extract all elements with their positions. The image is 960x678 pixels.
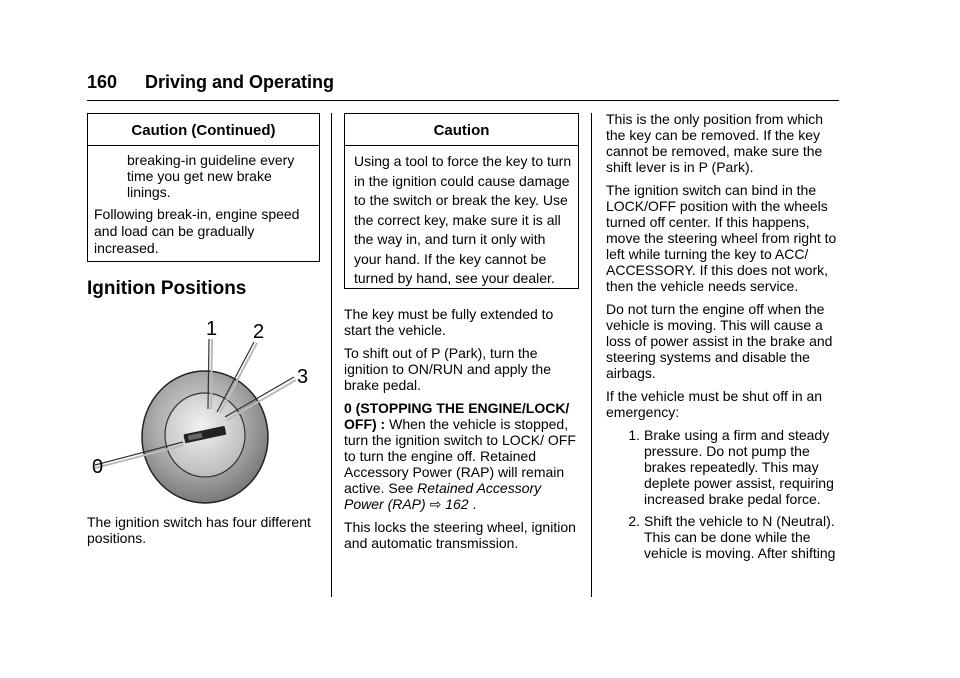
figure-caption: The ignition switch has four different positions. bbox=[87, 514, 311, 546]
paragraph: To shift out of P (Park), turn the ignition to ON/RUN and apply the brake pedal. bbox=[344, 345, 551, 393]
paragraph-lock-off: 0 (STOPPING THE ENGINE/LOCK/ OFF) : When the vehicle is stopped, turn the ignition switch to LOCK/ OFF to turn the engine off. Retained Accessory Power (RAP) will remain active. See Retained Accessory Power (RAP) ⇨ 162 . bbox=[344, 400, 576, 512]
position-label-0: 0 bbox=[92, 456, 104, 478]
list-item: 2. Shift the vehicle to N (Neutral). This can be done while the vehicle is moving. After shifting bbox=[628, 513, 836, 561]
caution-body: Using a tool to force the key to turn in the ignition could cause damage to the switch or break the key. Use the correct key, make sure it is all the way in, and turn it only with your hand. If the key cannot be turned by hand, see your dealer. bbox=[354, 153, 572, 286]
section-title: Driving and Operating bbox=[145, 72, 335, 92]
caution-box-continued bbox=[87, 113, 320, 262]
position-label-3: 3 bbox=[297, 366, 309, 388]
column-2-text bbox=[344, 306, 580, 558]
ignition-switch-figure bbox=[87, 305, 319, 510]
list-item: 1. Brake using a firm and steady pressure. Do not pump the brakes repeatedly. This may deplete power assist, requiring increased brake pedal force. bbox=[628, 427, 834, 507]
paragraph: Do not turn the engine off when the vehicle is moving. This will cause a loss of power assist in the brake and steering systems and disable the airbags. bbox=[606, 301, 833, 381]
caution-title: Caution bbox=[345, 114, 578, 146]
page-reference[interactable]: 162 bbox=[441, 496, 469, 512]
cross-reference-link[interactable]: Retained Accessory Power (RAP) bbox=[344, 480, 542, 512]
paragraph: This is the only position from which the key can be removed. If the key cannot be removed, make sure the shift lever is in P (Park). bbox=[606, 111, 824, 175]
page-header bbox=[87, 70, 839, 101]
caution-text: Following break-in, engine speed and load can be gradually increased. bbox=[94, 206, 300, 256]
paragraph: This locks the steering wheel, ignition and automatic transmission. bbox=[344, 519, 576, 551]
column-divider-2 bbox=[591, 113, 592, 597]
page-reference-icon: ⇨ bbox=[429, 496, 442, 512]
column-divider-1 bbox=[331, 113, 332, 597]
position-label-1: 1 bbox=[206, 318, 218, 340]
page-number: 160 bbox=[87, 72, 118, 92]
term-lock-off: 0 (STOPPING THE ENGINE/LOCK/ OFF) : bbox=[344, 400, 570, 432]
caution-title: Caution (Continued) bbox=[88, 114, 319, 146]
paragraph: The key must be fully extended to start the vehicle. bbox=[344, 306, 554, 338]
position-label-2: 2 bbox=[253, 321, 265, 343]
paragraph: If the vehicle must be shut off in an emergency: bbox=[606, 388, 823, 420]
caution-box bbox=[344, 113, 579, 289]
caution-continued-text: breaking-in guideline every time you get new brake linings. bbox=[127, 152, 295, 200]
figure-caption-block bbox=[87, 514, 322, 553]
caution-body bbox=[88, 146, 319, 263]
emergency-steps-list bbox=[606, 427, 842, 561]
ignition-positions-heading: Ignition Positions bbox=[87, 278, 247, 299]
column-3-text bbox=[606, 111, 842, 567]
paragraph: The ignition switch can bind in the LOCK/OFF position with the wheels turned off center. If this happens, move the steering wheel from right to left while turning the key to ACC/ ACCESSORY. If this does not work, then the vehicle needs service. bbox=[606, 182, 837, 294]
